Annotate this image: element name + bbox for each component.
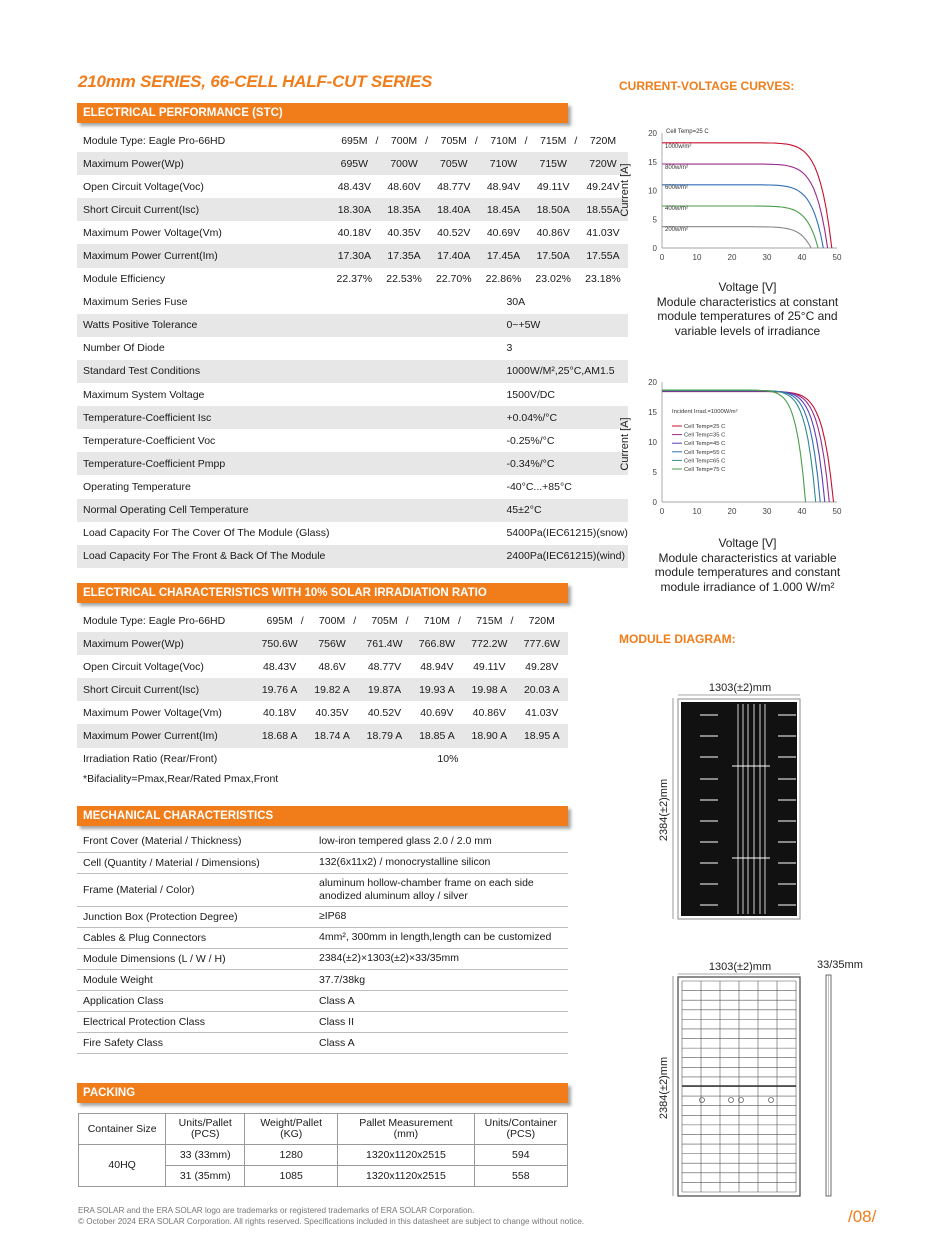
spec-row — [77, 522, 628, 545]
spec-value: 1500V/DC — [506, 388, 555, 401]
mech-value: low-iron tempered glass 2.0 / 2.0 mm — [319, 834, 492, 847]
spec-value: 22.37% — [336, 273, 373, 286]
y-tick-label: 5 — [652, 215, 657, 225]
spec-value: 18.50A — [528, 198, 578, 221]
spec-value: 20.03 A — [516, 678, 568, 701]
mech-row — [77, 927, 568, 948]
model-separator: / — [474, 134, 478, 147]
spec-value: 17.45A — [479, 244, 529, 267]
y-tick-label: 20 — [648, 129, 657, 138]
spec-label: Normal Operating Cell Temperature — [77, 499, 329, 522]
spec-label: Maximum Power Voltage(Vm) — [83, 706, 222, 719]
spec-label: Module Efficiency — [83, 273, 166, 286]
legend-entry: Cell Temp=55 C — [684, 449, 726, 456]
spec-value: 19.82 A — [306, 678, 358, 701]
mech-value: Class II — [319, 1015, 355, 1028]
spec-value: 10% — [437, 753, 459, 766]
packing-header: Pallet Measurement (mm) — [338, 1114, 474, 1145]
mech-row — [77, 948, 568, 969]
model-separator: / — [375, 134, 379, 147]
packing-cell: 1280 — [245, 1145, 338, 1166]
bifaciality-note: *Bifaciality=Pmax,Rear/Rated Pmax,Front — [83, 773, 279, 785]
spec-row — [77, 337, 628, 360]
packing-header: Units/Pallet (PCS) — [166, 1114, 245, 1145]
spec-value: 1000W/M²,25°C,AM1.5 — [329, 360, 627, 383]
model-label: 700M — [390, 134, 418, 147]
legend-entry: Cell Temp=35 C — [684, 432, 726, 439]
spec-value: 30A — [506, 296, 526, 309]
legend-entry: 600w/m² — [665, 185, 689, 191]
y-tick-label: 15 — [648, 157, 657, 167]
spec-value: 705W — [429, 152, 479, 175]
packing-container: 40HQ — [79, 1145, 166, 1187]
spec-value: -0.25%/°C — [506, 434, 555, 447]
mech-row — [77, 991, 568, 1012]
spec-row — [77, 429, 628, 452]
spec-row — [77, 406, 628, 429]
mechanical-heading: MECHANICAL CHARACTERISTICS — [77, 806, 568, 826]
spec-row — [77, 748, 568, 771]
mech-row — [77, 1012, 568, 1033]
spec-row — [77, 383, 628, 406]
mech-row — [77, 969, 568, 990]
spec-value: 772.2W — [463, 632, 515, 655]
mech-value: 132(6x11x2) / monocrystalline silicon — [319, 856, 491, 869]
spec-value: 0~+5W — [329, 314, 627, 337]
spec-value: 49.11V — [473, 660, 506, 673]
model-label: 695M — [266, 614, 293, 627]
model-separator: / — [353, 614, 357, 627]
page-number: /08/ — [848, 1207, 877, 1226]
spec-value: 18.45A — [479, 198, 529, 221]
spec-label: Short Circuit Current(Isc) — [77, 678, 253, 701]
x-tick-label: 50 — [832, 507, 842, 516]
spec-value: 18.74 A — [306, 724, 358, 747]
thickness-label: 33/35mm — [817, 959, 863, 971]
spec-value: 22.53% — [386, 273, 422, 286]
spec-value: 49.11V — [536, 180, 570, 193]
mech-label: Cell (Quantity / Material / Dimensions) — [77, 852, 313, 873]
packing-heading: PACKING — [77, 1083, 568, 1103]
legend-entry: 800w/m² — [665, 165, 689, 171]
caption-line: Module characteristics at constant — [656, 294, 839, 309]
iv-chart1-caption — [640, 280, 855, 338]
packing-cell: 1320x1120x2515 — [338, 1145, 474, 1166]
model-label: 695M — [341, 134, 368, 147]
spec-value: -40°C...+85°C — [506, 480, 572, 493]
spec-label: Irradiation Ratio (Rear/Front) — [83, 753, 218, 766]
legend-entry: Cell Temp=25 C — [684, 424, 726, 430]
mechanical-table — [77, 831, 568, 1054]
spec-row — [77, 545, 628, 568]
mech-value-cell — [313, 906, 568, 927]
legend-entry: Cell Temp=25 C — [666, 129, 709, 135]
spec-value: 48.94V — [420, 660, 454, 673]
model-separator: / — [574, 134, 578, 147]
spec-row — [77, 724, 568, 747]
spec-value: 17.50A — [528, 244, 578, 267]
spec-value: 18.40A — [429, 198, 479, 221]
spec-value: 777.6W — [516, 632, 568, 655]
model-name — [463, 609, 515, 632]
spec-value: 18.85 A — [411, 724, 463, 747]
spec-label: Temperature-Coefficient Isc — [77, 406, 329, 429]
spec-value: 19.98 A — [463, 678, 515, 701]
mech-value: 37.7/38kg — [319, 973, 366, 986]
width-dimension-label-2: 1303(±2)mm — [708, 961, 772, 973]
spec-value: 41.03V — [586, 226, 620, 239]
packing-cell: 558 — [474, 1166, 567, 1187]
spec-label: Maximum Power(Wp) — [77, 152, 329, 175]
spec-value: 40.35V — [387, 226, 421, 239]
mech-label: Electrical Protection Class — [77, 1012, 313, 1033]
module-type-label: Module Type: Eagle Pro-66HD — [83, 614, 226, 627]
mech-value-cell — [313, 1033, 568, 1054]
model-label: 720M — [528, 614, 555, 627]
spec-value: 2400Pa(IEC61215)(wind) — [329, 545, 627, 568]
y-axis-label: Current [A] — [619, 163, 631, 217]
x-tick-label: 30 — [762, 253, 772, 262]
model-name — [411, 609, 463, 632]
chart1-xlabel: Voltage [V] — [718, 280, 777, 294]
spec-label: Load Capacity For The Cover Of The Module (Glass) — [83, 527, 330, 540]
spec-row — [77, 221, 628, 244]
model-separator: / — [300, 614, 304, 627]
mech-value-cell — [313, 969, 568, 990]
spec-row — [77, 152, 628, 175]
spec-value: 17.40A — [429, 244, 479, 267]
packing-cell: 1320x1120x2515 — [338, 1166, 474, 1187]
x-tick-label: 10 — [692, 507, 702, 516]
spec-row — [77, 360, 628, 383]
model-label: 700M — [318, 614, 346, 627]
spec-value: 18.35A — [379, 198, 429, 221]
mech-label: Frame (Material / Color) — [77, 873, 313, 906]
spec-value: 40.52V — [367, 706, 402, 719]
spec-label: Maximum Power(Wp) — [77, 632, 253, 655]
mech-value-cell — [313, 831, 568, 852]
packing-table — [78, 1113, 568, 1187]
x-tick-label: 20 — [727, 253, 737, 262]
spec-value: 40.86V — [536, 226, 570, 239]
spec-label: Open Circuit Voltage(Voc) — [83, 180, 204, 193]
iv-curve-3 — [662, 185, 823, 248]
spec-value: 40.69V — [420, 706, 454, 719]
spec-value: 19.76 A — [253, 678, 305, 701]
spec-label: Short Circuit Current(Isc) — [77, 198, 329, 221]
mech-value-cell — [313, 852, 568, 873]
mech-value-cell — [313, 991, 568, 1012]
x-tick-label: 40 — [797, 253, 807, 262]
model-label: 715M — [540, 134, 567, 147]
x-tick-label: 0 — [659, 507, 665, 516]
iv-chart-irradiance — [615, 122, 855, 292]
spec-value: 19.93 A — [411, 678, 463, 701]
packing-header: Container Size — [79, 1114, 166, 1145]
spec-row — [77, 314, 628, 337]
module-diagram-heading: MODULE DIAGRAM: — [619, 632, 736, 646]
x-tick-label: 50 — [832, 253, 842, 262]
spec-value: 23.18% — [585, 273, 621, 286]
mech-value-cell — [313, 948, 568, 969]
spec-value: 45±2°C — [329, 499, 627, 522]
width-dimension-label: 1303(±2)mm — [708, 682, 772, 694]
spec-value: 761.4W — [358, 632, 410, 655]
model-separator: / — [405, 614, 409, 627]
caption-line: module temperatures and constant — [654, 565, 841, 579]
spec-value: 18.55A — [578, 198, 628, 221]
model-name — [379, 129, 429, 152]
spec-value: 40.18V — [262, 706, 297, 719]
caption-line: Module characteristics at variable — [658, 550, 837, 565]
packing-cell: 31 (35mm) — [166, 1166, 245, 1187]
iv-curves-heading: CURRENT-VOLTAGE CURVES: — [619, 79, 795, 93]
legend-title: Incident Irrad.=1000W/m² — [672, 409, 738, 415]
spec-value: 3 — [506, 342, 513, 355]
iv-chart-temperature — [615, 372, 855, 532]
bifacial-table — [77, 609, 568, 771]
spec-value: 715W — [528, 152, 578, 175]
spec-label: Load Capacity For The Front & Back Of The Module — [77, 545, 329, 568]
spec-label: Watts Positive Tolerance — [77, 314, 329, 337]
spec-row — [77, 268, 628, 291]
mech-value: Class A — [319, 994, 355, 1007]
height-dimension-label-2: 2384(±2)mm — [658, 1056, 670, 1120]
spec-label: Standard Test Conditions — [77, 360, 329, 383]
model-label: 715M — [476, 614, 503, 627]
model-name — [329, 129, 379, 152]
spec-value: -0.34%/°C — [329, 452, 627, 475]
model-name — [479, 129, 529, 152]
spec-value: 756W — [306, 632, 358, 655]
y-tick-label: 10 — [648, 438, 657, 447]
packing-cell: 1085 — [245, 1166, 338, 1187]
spec-value: 48.6V — [318, 660, 346, 673]
spec-label: Temperature-Coefficient Voc — [83, 434, 216, 447]
model-label: 720M — [589, 134, 617, 147]
packing-header: Units/Container (PCS) — [474, 1114, 567, 1145]
mech-label: Junction Box (Protection Degree) — [77, 906, 313, 927]
y-tick-label: 20 — [648, 378, 657, 387]
model-name — [429, 129, 479, 152]
spec-value: 48.77V — [437, 180, 471, 193]
model-name — [358, 609, 410, 632]
spec-value: 766.8W — [411, 632, 463, 655]
model-header-row — [77, 609, 568, 632]
spec-value: 750.6W — [253, 632, 305, 655]
footer — [78, 1205, 584, 1227]
footer-line: ERA SOLAR and the ERA SOLAR logo are trademarks or registered trademarks of ERA SOLAR Corporation. — [78, 1206, 475, 1215]
caption-line: module irradiance of 1.000 W/m² — [660, 579, 835, 594]
spec-value: 18.79 A — [358, 724, 410, 747]
spec-row — [77, 475, 628, 498]
legend-entry: Cell Temp=75 C — [684, 467, 726, 473]
mech-label: Cables & Plug Connectors — [77, 927, 313, 948]
spec-value: 17.30A — [329, 244, 379, 267]
model-name — [306, 609, 358, 632]
mech-value: ≥IP68 — [319, 910, 347, 923]
footer-line: © October 2024 ERA SOLAR Corporation. All rights reserved. Specifications included in this datasheet are subject to change without notice. — [78, 1217, 585, 1226]
spec-label: Maximum Power Current(Im) — [77, 244, 329, 267]
mech-row — [77, 831, 568, 852]
model-separator: / — [510, 614, 514, 627]
model-label: 705M — [440, 134, 467, 147]
mech-row — [77, 852, 568, 873]
model-label: 710M — [490, 134, 517, 147]
spec-value: 710W — [479, 152, 529, 175]
spec-value: 40.86V — [472, 706, 506, 719]
mech-label: Application Class — [77, 991, 313, 1012]
spec-value: 40.35V — [315, 706, 349, 719]
model-name — [528, 129, 578, 152]
y-tick-label: 5 — [652, 468, 657, 477]
packing-cell: 594 — [474, 1145, 567, 1166]
spec-value: 49.28V — [525, 660, 559, 673]
spec-value: +0.04%/°C — [329, 406, 627, 429]
spec-value: 40.52V — [437, 226, 471, 239]
page-title: 210mm SERIES, 66-CELL HALF-CUT SERIES — [78, 72, 433, 91]
spec-value: 22.70% — [435, 273, 472, 286]
spec-value: 40.69V — [486, 226, 521, 239]
spec-row — [77, 198, 628, 221]
spec-row — [77, 452, 628, 475]
y-tick-label: 0 — [652, 498, 657, 507]
mech-value: aluminum hollow-chamber frame on each side — [319, 876, 534, 889]
mech-value-cell — [313, 1012, 568, 1033]
spec-value: 48.43V — [262, 660, 297, 673]
model-name — [253, 609, 305, 632]
legend-entry: 200w/m² — [665, 227, 689, 233]
spec-value: 19.87A — [358, 678, 410, 701]
spec-label: Maximum Series Fuse — [83, 296, 188, 309]
spec-value: 41.03V — [525, 706, 559, 719]
mech-value-cell — [313, 873, 568, 906]
x-tick-label: 40 — [797, 507, 807, 516]
model-separator: / — [524, 134, 528, 147]
spec-label: Operating Temperature — [83, 480, 191, 493]
spec-value: 17.55A — [578, 244, 628, 267]
mech-label: Module Dimensions (L / W / H) — [77, 948, 313, 969]
module-diagram — [640, 678, 880, 1208]
x-tick-label: 0 — [659, 253, 665, 262]
model-name — [516, 609, 568, 632]
chart2-xlabel: Voltage [V] — [718, 536, 777, 550]
y-tick-label: 0 — [652, 244, 657, 253]
legend-entry: 400w/m² — [665, 206, 689, 212]
y-tick-label: 15 — [648, 408, 657, 417]
mech-row — [77, 1033, 568, 1054]
spec-value: 5400Pa(IEC61215)(snow) — [506, 527, 628, 540]
mech-value-cell — [313, 927, 568, 948]
spec-label: Open Circuit Voltage(Voc) — [83, 660, 204, 673]
model-separator: / — [458, 614, 461, 627]
spec-value: 18.30A — [329, 198, 379, 221]
spec-value: 40.18V — [337, 226, 371, 239]
spec-label: Maximum Power Current(Im) — [77, 724, 253, 747]
model-header-row — [77, 129, 628, 152]
spec-value: 18.90 A — [463, 724, 515, 747]
spec-value: 720W — [578, 152, 628, 175]
spec-value: 17.35A — [379, 244, 429, 267]
spec-value: 18.68 A — [253, 724, 305, 747]
mech-row — [77, 906, 568, 927]
model-label: 705M — [371, 614, 398, 627]
packing-cell: 33 (33mm) — [166, 1145, 245, 1166]
caption-line: module temperatures of 25°C and — [657, 309, 838, 323]
mech-value: Class A — [319, 1036, 355, 1049]
mech-value: anodized aluminum alloy / silver — [319, 889, 468, 902]
legend-entry: 1000w/m² — [665, 144, 692, 150]
mech-label: Front Cover (Material / Thickness) — [77, 831, 313, 852]
spec-value: 22.86% — [485, 273, 522, 286]
spec-label: Maximum System Voltage — [83, 388, 205, 401]
spec-row — [77, 655, 568, 678]
stc-table — [77, 129, 628, 568]
spec-label: Maximum Power Voltage(Vm) — [83, 226, 222, 239]
x-tick-label: 30 — [762, 507, 772, 516]
caption-line: variable levels of irradiance — [674, 323, 821, 338]
spec-value: 49.24V — [586, 180, 620, 193]
mech-value: 4mm², 300mm in length,length can be customized — [319, 931, 552, 944]
spec-row — [77, 175, 628, 198]
spec-value: 48.60V — [387, 180, 421, 193]
spec-value: 18.95 A — [516, 724, 568, 747]
packing-header: Weight/Pallet (KG) — [245, 1114, 338, 1145]
x-tick-label: 20 — [727, 507, 737, 516]
mech-row — [77, 873, 568, 906]
legend-entry: Cell Temp=45 C — [684, 441, 726, 448]
model-separator: / — [425, 134, 429, 147]
spec-value: 695W — [329, 152, 379, 175]
height-dimension-label: 2384(±2)mm — [658, 778, 670, 842]
spec-row — [77, 678, 568, 701]
bifacial-heading: ELECTRICAL CHARACTERISTICS WITH 10% SOLAR IRRADIATION RATIO — [77, 583, 568, 603]
iv-chart2-caption — [640, 536, 855, 594]
spec-row — [77, 291, 628, 314]
legend-entry: Cell Temp=65 C — [684, 458, 726, 465]
spec-value: 700W — [379, 152, 429, 175]
spec-label: Number Of Diode — [83, 342, 165, 355]
spec-label: Temperature-Coefficient Pmpp — [77, 452, 329, 475]
mech-label: Fire Safety Class — [77, 1033, 313, 1054]
x-tick-label: 10 — [692, 253, 702, 262]
spec-value: 48.77V — [367, 660, 402, 673]
spec-value: 23.02% — [535, 273, 572, 286]
spec-row — [77, 499, 628, 522]
model-label: 710M — [423, 614, 451, 627]
spec-value: 48.94V — [486, 180, 521, 193]
stc-heading: ELECTRICAL PERFORMANCE (STC) — [77, 103, 568, 123]
module-type-label: Module Type: Eagle Pro-66HD — [83, 134, 226, 147]
mech-label: Module Weight — [77, 969, 313, 990]
y-tick-label: 10 — [648, 186, 657, 196]
y-axis-label: Current [A] — [619, 417, 631, 471]
spec-value: 48.43V — [337, 180, 371, 193]
spec-row — [77, 632, 568, 655]
spec-row — [77, 244, 628, 267]
mech-value: 2384(±2)×1303(±2)×33/35mm — [319, 952, 459, 965]
spec-row — [77, 701, 568, 724]
